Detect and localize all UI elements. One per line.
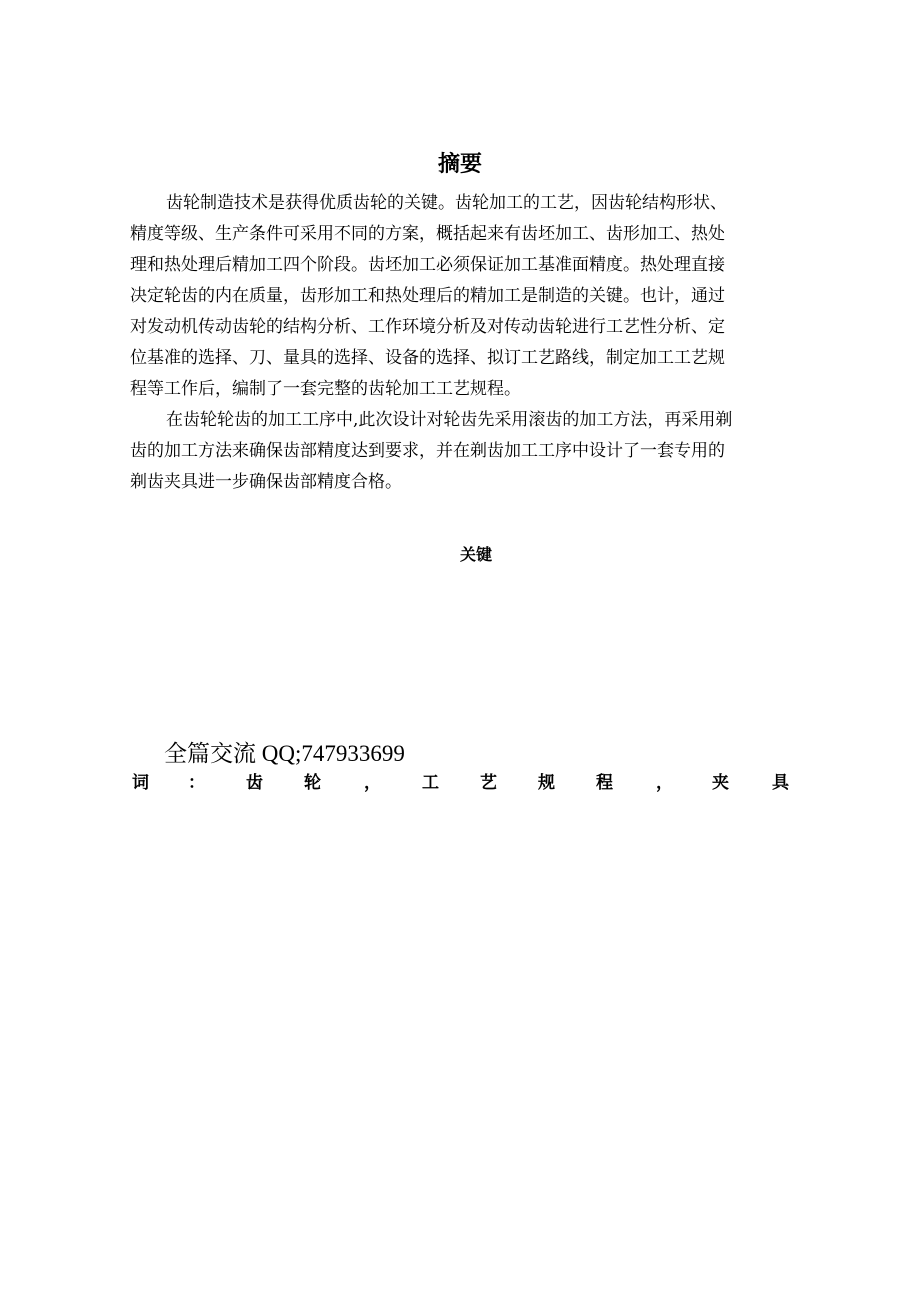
paragraph-line: 位基准的选择、刀、量具的选择、设备的选择、拟订工艺路线，制定加工工艺规	[130, 348, 725, 368]
page-title: 摘要	[437, 152, 482, 177]
paragraph-line: 理和热处理后精加工四个阶段。齿坯加工必须保证加工基准面精度。热处理直接	[130, 255, 725, 275]
keyword-char: 轮	[304, 773, 321, 793]
paragraph-line: 决定轮齿的内在质量，齿形加工和热处理后的精加工是制造的关键。也计，通过	[130, 286, 725, 306]
keyword-char: 词	[132, 773, 149, 793]
keyword-char: 齿	[246, 773, 263, 793]
keyword-char: ：	[188, 773, 205, 793]
paragraph-line: 对发动机传动齿轮的结构分析、工作环境分析及对传动齿轮进行工艺性分析、定	[130, 317, 725, 337]
keywords-line	[130, 770, 792, 796]
paragraph-line: 齿的加工方法来确保齿部精度达到要求，并在剃齿加工工序中设计了一套专用的	[130, 441, 725, 461]
keyword-char: 工	[422, 773, 439, 793]
keyword-char: 规	[538, 773, 555, 793]
paragraph-line: 精度等级、生产条件可采用不同的方案，概括起来有齿坯加工、齿形加工、热处	[130, 224, 725, 244]
paragraph-line: 在齿轮轮齿的加工工序中,此次设计对轮齿先采用滚齿的加工方法，再采用剃	[166, 410, 733, 430]
keyword-char: 程	[596, 773, 613, 793]
paragraph-line: 剃齿夹具进一步确保齿部精度合格。	[130, 472, 402, 492]
keyword-char: ，	[656, 773, 673, 793]
contact-note: 全篇交流 QQ;747933699	[164, 741, 405, 766]
paragraph-line: 齿轮制造技术是获得优质齿轮的关键。齿轮加工的工艺，因齿轮结构形状、	[166, 193, 727, 213]
keyword-char: 具	[772, 773, 789, 793]
keyword-char: ，	[364, 773, 381, 793]
abstract-body	[130, 188, 792, 498]
keyword-char: 夹	[712, 773, 729, 793]
paragraph-line: 程等工作后，编制了一套完整的齿轮加工工艺规程。	[130, 379, 521, 399]
keywords-heading: 关键	[459, 545, 492, 564]
keyword-char: 艺	[480, 773, 497, 793]
